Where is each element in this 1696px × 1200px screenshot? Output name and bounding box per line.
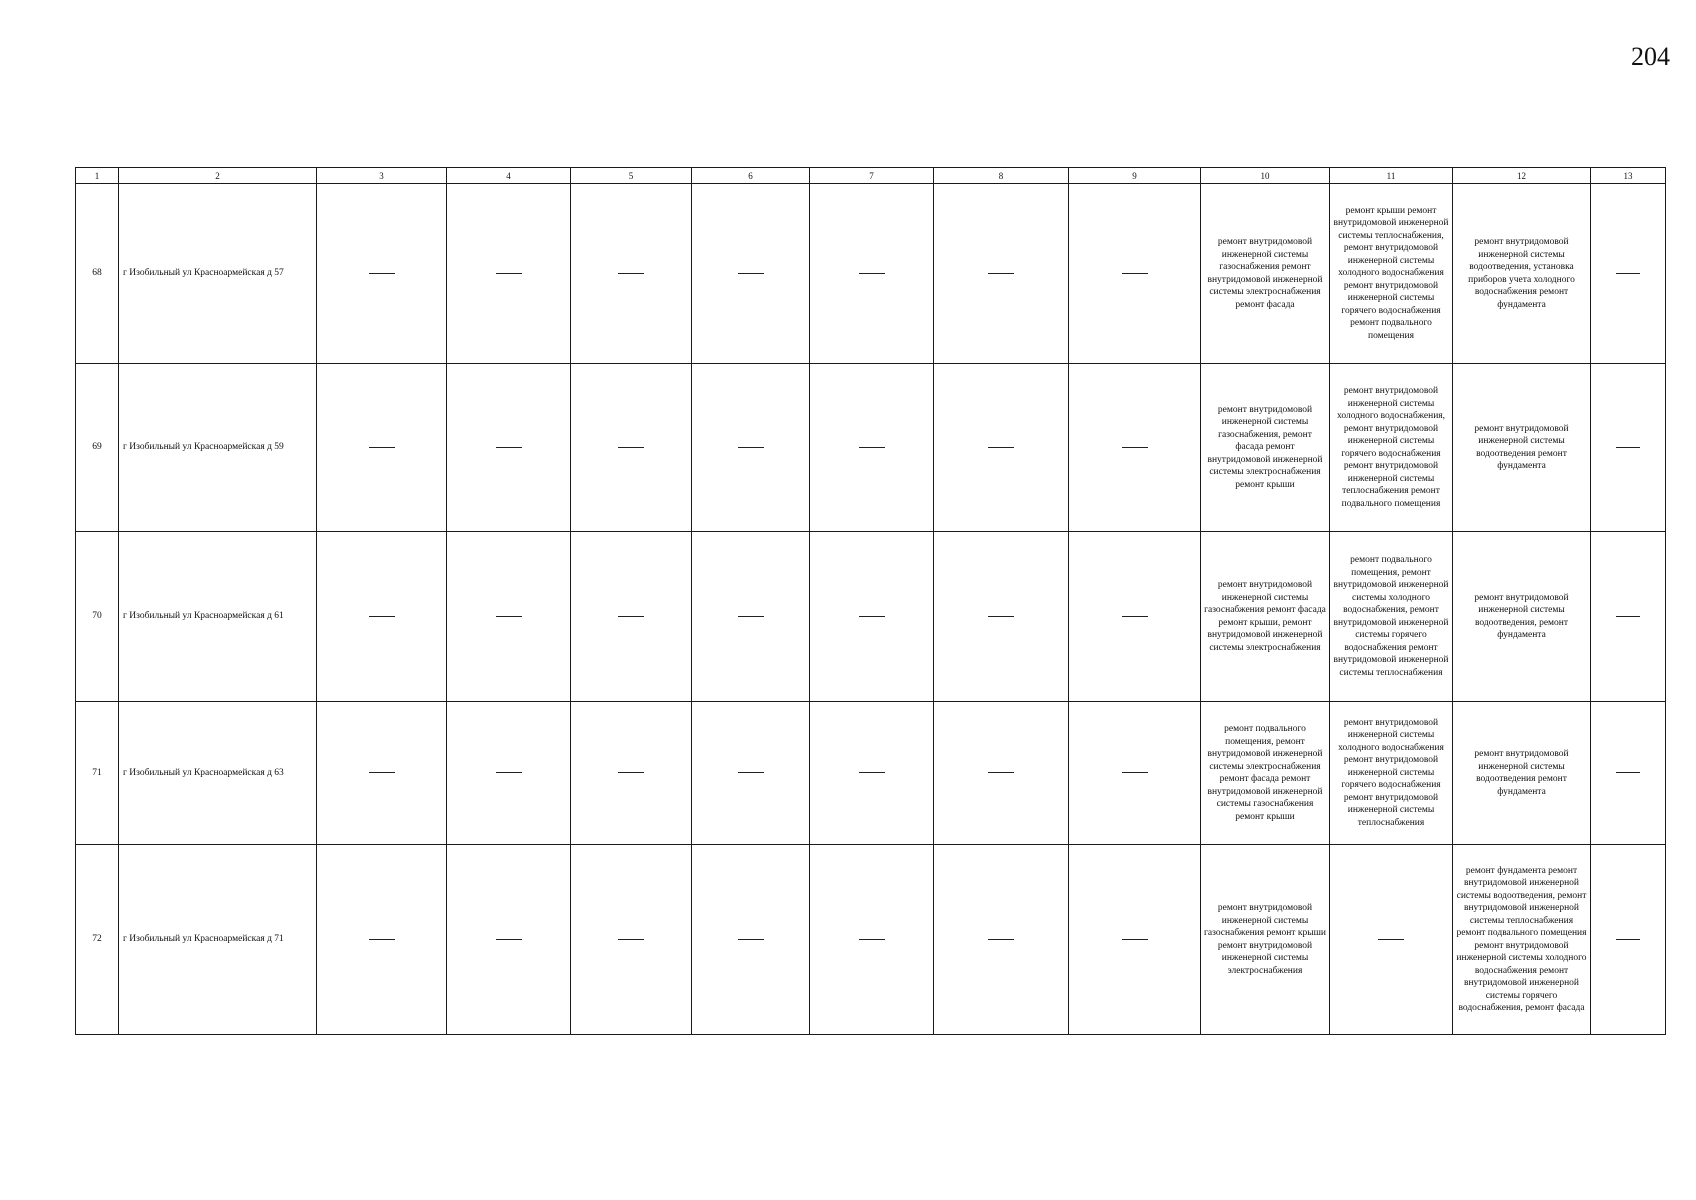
dash-cell (1330, 845, 1453, 1035)
work-types-cell: ремонт подвального помещения, ремонт внутридомовой инженерной системы электроснабжения ремонт фасада ремонт внутридомовой инженерной системы газоснабжения ремонт крыши (1201, 702, 1330, 845)
table-row (76, 532, 1666, 702)
work-types-cell: ремонт внутридомовой инженерной системы газоснабжения, ремонт фасада ремонт внутридомовой инженерной системы электроснабжения ремонт крыши (1201, 364, 1330, 532)
work-types-cell: ремонт внутридомовой инженерной системы водоотведения ремонт фундамента (1453, 364, 1591, 532)
work-types-cell: ремонт фундамента ремонт внутридомовой инженерной системы водоотведения, ремонт внутридомовой инженерной системы теплоснабжения ремонт подвального помещения ремонт внутридомовой инженерной системы холодного водоснабжения ремонт внутридомовой инженерной системы горячего водоснабжения, ремонт фасада (1453, 845, 1591, 1035)
address-cell: г Изобильный ул Красноармейская д 71 (119, 845, 317, 1035)
work-types-cell: ремонт внутридомовой инженерной системы газоснабжения ремонт крыши ремонт внутридомовой инженерной системы электроснабжения (1201, 845, 1330, 1035)
empty-dash (859, 939, 885, 940)
address-cell: г Изобильный ул Красноармейская д 61 (119, 532, 317, 702)
dash-cell (1591, 184, 1666, 364)
column-number: 13 (1591, 168, 1666, 184)
column-number: 10 (1201, 168, 1330, 184)
empty-dash (1122, 939, 1148, 940)
dash-cell (571, 845, 692, 1035)
empty-dash (369, 616, 395, 617)
empty-dash (618, 616, 644, 617)
address-cell: г Изобильный ул Красноармейская д 59 (119, 364, 317, 532)
empty-dash (1616, 616, 1640, 617)
dash-cell (1591, 364, 1666, 532)
empty-dash (988, 772, 1014, 773)
empty-dash (988, 939, 1014, 940)
dash-cell (571, 532, 692, 702)
empty-dash (1616, 772, 1640, 773)
dash-cell (571, 184, 692, 364)
empty-dash (496, 772, 522, 773)
dash-cell (447, 532, 571, 702)
row-number: 69 (76, 364, 119, 532)
work-types-cell: ремонт внутридомовой инженерной системы холодного водоснабжения ремонт внутридомовой инженерной системы горячего водоснабжения ремонт внутридомовой инженерной системы теплоснабжения (1330, 702, 1453, 845)
work-types-cell: ремонт внутридомовой инженерной системы газоснабжения ремонт фасада ремонт крыши, ремонт внутридомовой инженерной системы электроснабжения (1201, 532, 1330, 702)
empty-dash (369, 772, 395, 773)
empty-dash (618, 273, 644, 274)
dash-cell (447, 702, 571, 845)
work-types-cell: ремонт внутридомовой инженерной системы водоотведения ремонт фундамента (1453, 702, 1591, 845)
dash-cell (692, 532, 810, 702)
empty-dash (496, 939, 522, 940)
empty-dash (859, 273, 885, 274)
work-types-cell: ремонт внутридомовой инженерной системы газоснабжения ремонт внутридомовой инженерной системы электроснабжения ремонт фасада (1201, 184, 1330, 364)
empty-dash (369, 447, 395, 448)
column-number: 4 (447, 168, 571, 184)
dash-cell (1069, 532, 1201, 702)
empty-dash (369, 273, 395, 274)
empty-dash (738, 772, 764, 773)
dash-cell (317, 845, 447, 1035)
empty-dash (988, 616, 1014, 617)
dash-cell (571, 364, 692, 532)
dash-cell (692, 702, 810, 845)
dash-cell (571, 702, 692, 845)
table-row (76, 845, 1666, 1035)
work-types-cell: ремонт крыши ремонт внутридомовой инженерной системы теплоснабжения, ремонт внутридомовой инженерной системы холодного водоснабжения ремонт внутридомовой инженерной системы горячего водоснабжения ремонт подвального помещения (1330, 184, 1453, 364)
dash-cell (934, 184, 1069, 364)
dash-cell (1069, 702, 1201, 845)
row-number: 72 (76, 845, 119, 1035)
empty-dash (1122, 447, 1148, 448)
dash-cell (1069, 184, 1201, 364)
empty-dash (859, 447, 885, 448)
dash-cell (317, 532, 447, 702)
works-table (75, 167, 1666, 1035)
empty-dash (738, 939, 764, 940)
dash-cell (447, 364, 571, 532)
empty-dash (1122, 772, 1148, 773)
empty-dash (496, 447, 522, 448)
dash-cell (447, 845, 571, 1035)
dash-cell (317, 184, 447, 364)
column-number-row (76, 168, 1666, 184)
dash-cell (934, 364, 1069, 532)
work-types-cell: ремонт внутридомовой инженерной системы холодного водоснабжения, ремонт внутридомовой инженерной системы горячего водоснабжения ремонт внутридомовой инженерной системы теплоснабжения ремонт подвального помещения (1330, 364, 1453, 532)
column-number: 3 (317, 168, 447, 184)
dash-cell (317, 702, 447, 845)
empty-dash (1378, 939, 1404, 940)
row-number: 68 (76, 184, 119, 364)
row-number: 70 (76, 532, 119, 702)
page-number: 204 (1631, 42, 1670, 71)
table-row (76, 364, 1666, 532)
empty-dash (738, 447, 764, 448)
dash-cell (1069, 845, 1201, 1035)
empty-dash (859, 772, 885, 773)
empty-dash (369, 939, 395, 940)
work-types-cell: ремонт внутридомовой инженерной системы водоотведения, установка приборов учета холодного водоснабжения ремонт фундамента (1453, 184, 1591, 364)
dash-cell (1591, 845, 1666, 1035)
empty-dash (496, 616, 522, 617)
empty-dash (859, 616, 885, 617)
row-number: 71 (76, 702, 119, 845)
column-number: 9 (1069, 168, 1201, 184)
dash-cell (1591, 532, 1666, 702)
column-number: 7 (810, 168, 934, 184)
dash-cell (934, 845, 1069, 1035)
dash-cell (692, 364, 810, 532)
empty-dash (738, 273, 764, 274)
dash-cell (317, 364, 447, 532)
dash-cell (810, 184, 934, 364)
column-number: 1 (76, 168, 119, 184)
empty-dash (618, 447, 644, 448)
empty-dash (496, 273, 522, 274)
table-row (76, 184, 1666, 364)
dash-cell (934, 532, 1069, 702)
column-number: 12 (1453, 168, 1591, 184)
dash-cell (810, 532, 934, 702)
dash-cell (692, 184, 810, 364)
table-row (76, 702, 1666, 845)
column-number: 2 (119, 168, 317, 184)
empty-dash (738, 616, 764, 617)
address-cell: г Изобильный ул Красноармейская д 63 (119, 702, 317, 845)
empty-dash (618, 772, 644, 773)
address-cell: г Изобильный ул Красноармейская д 57 (119, 184, 317, 364)
column-number: 5 (571, 168, 692, 184)
empty-dash (1616, 447, 1640, 448)
work-types-cell: ремонт подвального помещения, ремонт внутридомовой инженерной системы холодного водоснабжения, ремонт внутридомовой инженерной системы горячего водоснабжения ремонт внутридомовой инженерной системы теплоснабжения (1330, 532, 1453, 702)
empty-dash (1122, 616, 1148, 617)
column-number: 8 (934, 168, 1069, 184)
empty-dash (618, 939, 644, 940)
dash-cell (810, 364, 934, 532)
dash-cell (810, 845, 934, 1035)
column-number: 6 (692, 168, 810, 184)
dash-cell (1069, 364, 1201, 532)
dash-cell (692, 845, 810, 1035)
dash-cell (1591, 702, 1666, 845)
empty-dash (988, 273, 1014, 274)
empty-dash (1122, 273, 1148, 274)
empty-dash (1616, 939, 1640, 940)
empty-dash (988, 447, 1014, 448)
empty-dash (1616, 273, 1640, 274)
column-number: 11 (1330, 168, 1453, 184)
dash-cell (810, 702, 934, 845)
dash-cell (934, 702, 1069, 845)
dash-cell (447, 184, 571, 364)
work-types-cell: ремонт внутридомовой инженерной системы водоотведения, ремонт фундамента (1453, 532, 1591, 702)
